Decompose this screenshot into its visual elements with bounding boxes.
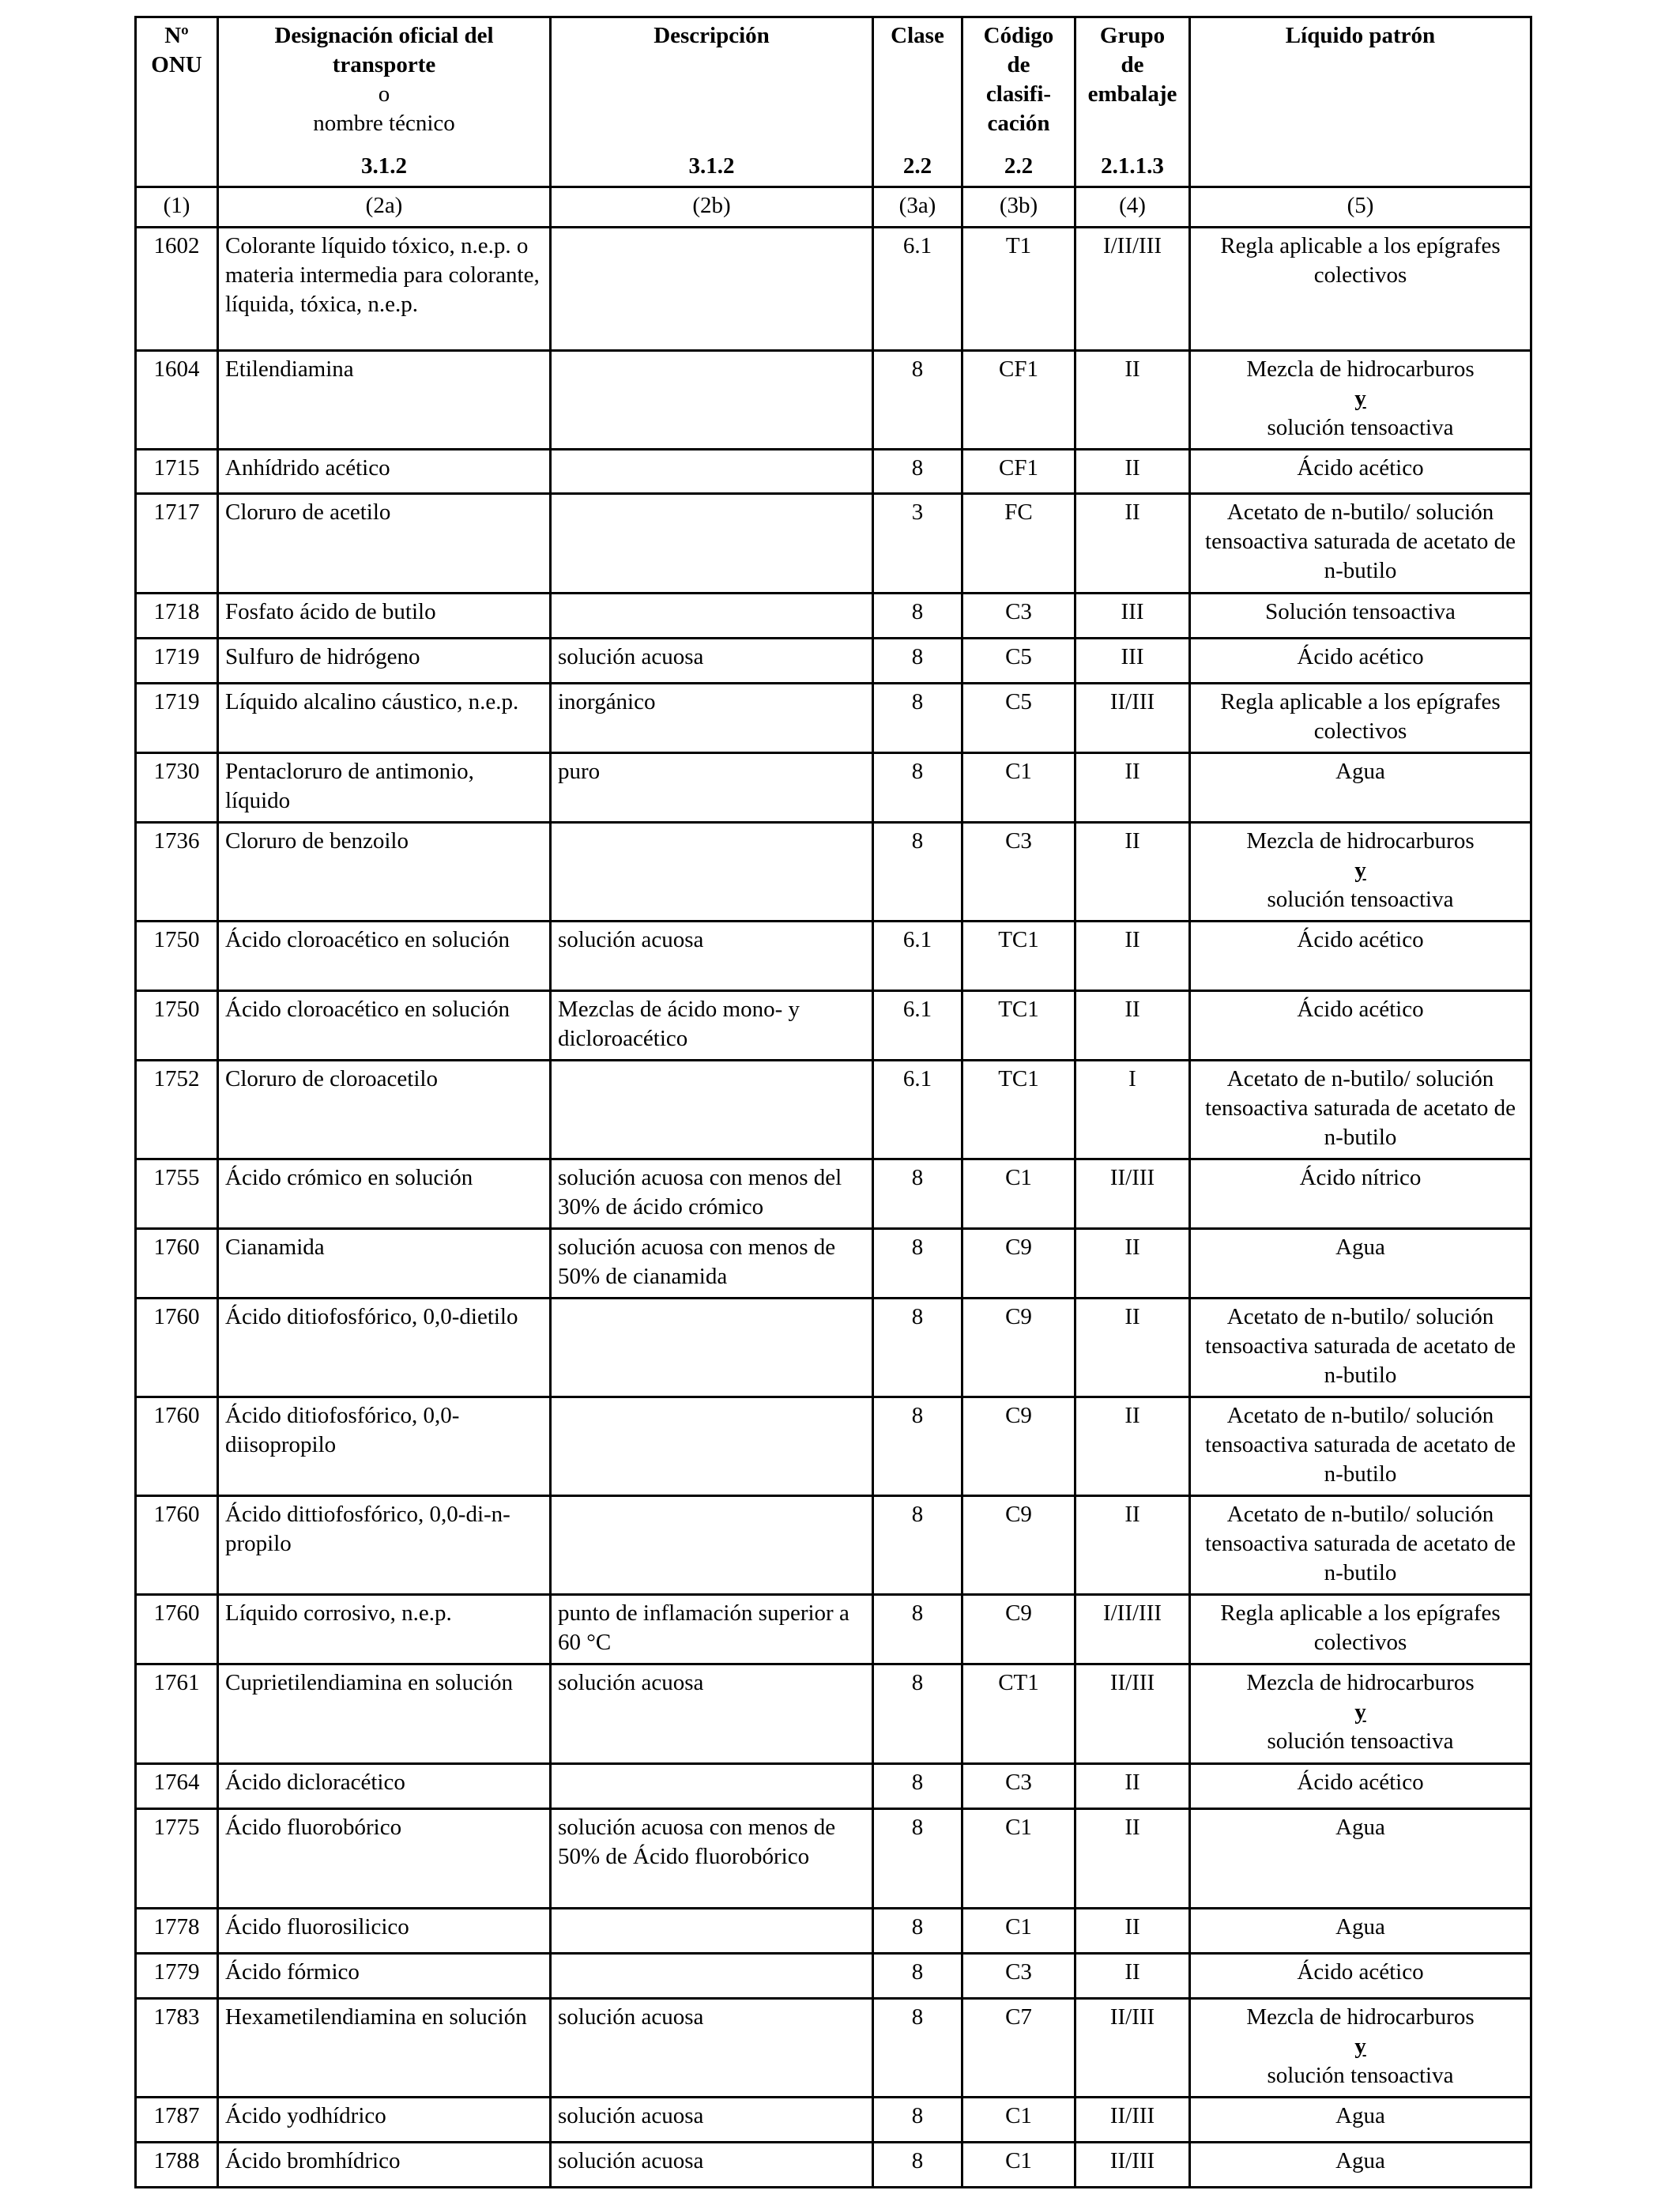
description (551, 594, 873, 639)
standard-liquid-line: Solución tensoactiva (1265, 599, 1456, 624)
standard-liquid-line: solución tensoactiva (1267, 2063, 1454, 2088)
table-row (136, 1496, 1531, 1595)
standard-liquid (1190, 991, 1531, 1061)
class: 8 (873, 1595, 962, 1664)
packing-group: II/III (1075, 2143, 1190, 2188)
onu-number: 1719 (136, 684, 218, 753)
onu-number: 1788 (136, 2143, 218, 2188)
column-number: (4) (1075, 187, 1190, 228)
conjunction-text: y (1354, 1699, 1366, 1725)
table-row (136, 1299, 1531, 1397)
shipping-name: Ácido fluorobórico (218, 1809, 551, 1909)
standard-liquid-line: Regla aplicable a los epígrafes colectivos (1220, 1600, 1501, 1655)
table-body (136, 228, 1531, 2188)
description: solución acuosa con menos del 30% de ácido crómico (551, 1159, 873, 1229)
header-codigo: Código de clasifi- cación 2.2 (962, 17, 1075, 187)
onu-number: 1760 (136, 1496, 218, 1595)
onu-number: 1719 (136, 639, 218, 684)
standard-liquid (1190, 684, 1531, 753)
standard-liquid (1190, 228, 1531, 351)
standard-liquid-line: solución tensoactiva (1267, 887, 1454, 912)
shipping-name: Ácido fórmico (218, 1954, 551, 1999)
classification-code: C1 (962, 1809, 1075, 1909)
shipping-name: Ácido ditiofosfórico, 0,0-diisopropilo (218, 1397, 551, 1496)
classification-code: CT1 (962, 1664, 1075, 1764)
class: 8 (873, 351, 962, 450)
standard-liquid (1190, 1061, 1531, 1159)
description (551, 351, 873, 450)
table-row (136, 1159, 1531, 1229)
standard-liquid (1190, 1954, 1531, 1999)
standard-liquid (1190, 2143, 1531, 2188)
onu-number: 1778 (136, 1909, 218, 1954)
standard-liquid-line: Ácido acético (1297, 997, 1424, 1022)
standard-liquid (1190, 494, 1531, 594)
standard-liquid (1190, 1397, 1531, 1496)
packing-group: II (1075, 1496, 1190, 1595)
standard-liquid (1190, 1496, 1531, 1595)
description (551, 1909, 873, 1954)
header-descripcion: Descripción 3.1.2 (551, 17, 873, 187)
table-row (136, 684, 1531, 753)
classification-code: CF1 (962, 351, 1075, 450)
description: solución acuosa (551, 2098, 873, 2143)
table-row (136, 1664, 1531, 1764)
onu-number: 1715 (136, 450, 218, 494)
standard-liquid-line: Ácido acético (1297, 455, 1424, 481)
standard-liquid (1190, 594, 1531, 639)
standard-liquid (1190, 753, 1531, 823)
packing-group: II (1075, 351, 1190, 450)
class: 8 (873, 1397, 962, 1496)
onu-number: 1718 (136, 594, 218, 639)
description: solución acuosa (551, 639, 873, 684)
standard-liquid-line: Acetato de n-butilo/ solución tensoactiva saturada de acetato de n-butilo (1205, 1502, 1516, 1585)
shipping-name: Ácido yodhídrico (218, 2098, 551, 2143)
description (551, 1397, 873, 1496)
table-row (136, 228, 1531, 351)
packing-group: II (1075, 1229, 1190, 1299)
liquids-table (134, 16, 1532, 2188)
classification-code: C3 (962, 594, 1075, 639)
conjunction-text: y (1354, 2034, 1366, 2059)
class: 8 (873, 1764, 962, 1809)
classification-code: C1 (962, 1909, 1075, 1954)
description: inorgánico (551, 684, 873, 753)
onu-number: 1736 (136, 823, 218, 922)
column-number: (3a) (873, 187, 962, 228)
column-number: (3b) (962, 187, 1075, 228)
shipping-name: Sulfuro de hidrógeno (218, 639, 551, 684)
standard-liquid-line: Agua (1335, 1815, 1385, 1840)
standard-liquid (1190, 1595, 1531, 1664)
description: solución acuosa (551, 2143, 873, 2188)
shipping-name: Ácido fluorosilicico (218, 1909, 551, 1954)
onu-number: 1755 (136, 1159, 218, 1229)
table-row (136, 2143, 1531, 2188)
packing-group: II (1075, 1954, 1190, 1999)
class: 6.1 (873, 991, 962, 1061)
description (551, 494, 873, 594)
table-row (136, 450, 1531, 494)
description: solución acuosa (551, 1999, 873, 2098)
onu-number: 1717 (136, 494, 218, 594)
standard-liquid-line: Acetato de n-butilo/ solución tensoactiva saturada de acetato de n-butilo (1205, 1066, 1516, 1150)
standard-liquid-line: Mezcla de hidrocarburos (1246, 1670, 1475, 1695)
class: 8 (873, 1909, 962, 1954)
packing-group: II/III (1075, 1664, 1190, 1764)
shipping-name: Hexametilendiamina en solución (218, 1999, 551, 2098)
description (551, 1954, 873, 1999)
standard-liquid (1190, 1664, 1531, 1764)
standard-liquid (1190, 823, 1531, 922)
table-row (136, 1954, 1531, 1999)
table-row (136, 351, 1531, 450)
classification-code: C9 (962, 1595, 1075, 1664)
shipping-name: Ácido bromhídrico (218, 2143, 551, 2188)
standard-liquid-line: Mezcla de hidrocarburos (1246, 2004, 1475, 2030)
onu-number: 1750 (136, 991, 218, 1061)
table-row (136, 1397, 1531, 1496)
class: 8 (873, 1159, 962, 1229)
standard-liquid-line: Agua (1335, 1914, 1385, 1940)
table-row (136, 2098, 1531, 2143)
shipping-name: Ácido cloroacético en solución (218, 922, 551, 991)
onu-number: 1760 (136, 1397, 218, 1496)
standard-liquid (1190, 351, 1531, 450)
column-number: (2b) (551, 187, 873, 228)
column-number: (5) (1190, 187, 1531, 228)
table-row (136, 1764, 1531, 1809)
packing-group: I/II/III (1075, 1595, 1190, 1664)
class: 8 (873, 1299, 962, 1397)
packing-group: II (1075, 1397, 1190, 1496)
onu-number: 1750 (136, 922, 218, 991)
standard-liquid-line: solución tensoactiva (1267, 1728, 1454, 1754)
standard-liquid-line: Regla aplicable a los epígrafes colectivos (1220, 689, 1501, 744)
standard-liquid-line: Acetato de n-butilo/ solución tensoactiva saturada de acetato de n-butilo (1205, 1403, 1516, 1487)
standard-liquid-line: Ácido acético (1297, 644, 1424, 669)
class: 8 (873, 2098, 962, 2143)
column-number: (1) (136, 187, 218, 228)
conjunction-text: y (1354, 386, 1366, 411)
onu-number: 1752 (136, 1061, 218, 1159)
classification-code: TC1 (962, 1061, 1075, 1159)
class: 8 (873, 1664, 962, 1764)
shipping-name: Cuprietilendiamina en solución (218, 1664, 551, 1764)
class: 6.1 (873, 1061, 962, 1159)
table-row (136, 1909, 1531, 1954)
standard-liquid-line: Ácido acético (1297, 927, 1424, 952)
class: 8 (873, 1229, 962, 1299)
shipping-name: Ácido cloroacético en solución (218, 991, 551, 1061)
shipping-name: Cloruro de cloroacetilo (218, 1061, 551, 1159)
classification-code: CF1 (962, 450, 1075, 494)
packing-group: II (1075, 753, 1190, 823)
standard-liquid (1190, 1299, 1531, 1397)
standard-liquid-line: Ácido acético (1297, 1959, 1424, 1985)
header-clase: Clase 2.2 (873, 17, 962, 187)
class: 8 (873, 1954, 962, 1999)
shipping-name: Anhídrido acético (218, 450, 551, 494)
onu-number: 1730 (136, 753, 218, 823)
standard-liquid (1190, 1999, 1531, 2098)
standard-liquid (1190, 1159, 1531, 1229)
table-row (136, 991, 1531, 1061)
description (551, 1299, 873, 1397)
shipping-name: Colorante líquido tóxico, n.e.p. o materia intermedia para colorante, líquida, tóxica, n.e.p. (218, 228, 551, 351)
classification-code: C7 (962, 1999, 1075, 2098)
onu-number: 1779 (136, 1954, 218, 1999)
class: 8 (873, 450, 962, 494)
classification-code: C3 (962, 1954, 1075, 1999)
packing-group: II (1075, 991, 1190, 1061)
class: 8 (873, 1809, 962, 1909)
onu-number: 1760 (136, 1595, 218, 1664)
description (551, 1496, 873, 1595)
shipping-name: Cloruro de acetilo (218, 494, 551, 594)
table-row (136, 494, 1531, 594)
conjunction-text: y (1354, 858, 1366, 883)
classification-code: C9 (962, 1229, 1075, 1299)
onu-number: 1787 (136, 2098, 218, 2143)
shipping-name: Ácido dicloracético (218, 1764, 551, 1809)
description: puro (551, 753, 873, 823)
shipping-name: Fosfato ácido de butilo (218, 594, 551, 639)
standard-liquid-line: Acetato de n-butilo/ solución tensoactiva saturada de acetato de n-butilo (1205, 499, 1516, 583)
onu-number: 1783 (136, 1999, 218, 2098)
description (551, 823, 873, 922)
class: 6.1 (873, 228, 962, 351)
class: 8 (873, 639, 962, 684)
classification-code: TC1 (962, 991, 1075, 1061)
classification-code: C5 (962, 684, 1075, 753)
shipping-name: Etilendiamina (218, 351, 551, 450)
standard-liquid-line: Regla aplicable a los epígrafes colectivos (1220, 233, 1501, 288)
packing-group: I (1075, 1061, 1190, 1159)
table-row (136, 1595, 1531, 1664)
header-grupo: Grupo de embalaje 2.1.1.3 (1075, 17, 1190, 187)
classification-code: C3 (962, 1764, 1075, 1809)
description: solución acuosa con menos de 50% de Ácido fluorobórico (551, 1809, 873, 1909)
table-row (136, 639, 1531, 684)
packing-group: II (1075, 922, 1190, 991)
description: solución acuosa (551, 922, 873, 991)
standard-liquid (1190, 1809, 1531, 1909)
packing-group: II/III (1075, 684, 1190, 753)
table-row (136, 922, 1531, 991)
shipping-name: Ácido ditiofosfórico, 0,0-dietilo (218, 1299, 551, 1397)
shipping-name: Líquido corrosivo, n.e.p. (218, 1595, 551, 1664)
table-row (136, 594, 1531, 639)
standard-liquid-line: Agua (1335, 759, 1385, 784)
header-onu: Nº ONU (136, 17, 218, 187)
packing-group: II (1075, 1809, 1190, 1909)
description: Mezclas de ácido mono- y dicloroacético (551, 991, 873, 1061)
column-number-row (136, 187, 1531, 228)
description: punto de inflamación superior a 60 °C (551, 1595, 873, 1664)
packing-group: II (1075, 494, 1190, 594)
packing-group: II/III (1075, 1159, 1190, 1229)
table-row (136, 753, 1531, 823)
packing-group: II (1075, 450, 1190, 494)
standard-liquid-line: Ácido nítrico (1299, 1165, 1422, 1190)
description: solución acuosa con menos de 50% de cianamida (551, 1229, 873, 1299)
classification-code: C1 (962, 753, 1075, 823)
class: 8 (873, 823, 962, 922)
onu-number: 1775 (136, 1809, 218, 1909)
classification-code: C3 (962, 823, 1075, 922)
classification-code: C9 (962, 1299, 1075, 1397)
standard-liquid (1190, 2098, 1531, 2143)
onu-number: 1761 (136, 1664, 218, 1764)
classification-code: C9 (962, 1397, 1075, 1496)
packing-group: III (1075, 639, 1190, 684)
packing-group: II (1075, 823, 1190, 922)
classification-code: C9 (962, 1496, 1075, 1595)
onu-number: 1760 (136, 1229, 218, 1299)
packing-group: II (1075, 1764, 1190, 1809)
packing-group: I/II/III (1075, 228, 1190, 351)
table-row (136, 1999, 1531, 2098)
packing-group: II (1075, 1909, 1190, 1954)
class: 6.1 (873, 922, 962, 991)
class: 8 (873, 1999, 962, 2098)
class: 8 (873, 594, 962, 639)
classification-code: FC (962, 494, 1075, 594)
table-row (136, 823, 1531, 922)
shipping-name: Pentacloruro de antimonio, líquido (218, 753, 551, 823)
onu-number: 1764 (136, 1764, 218, 1809)
onu-number: 1604 (136, 351, 218, 450)
packing-group: III (1075, 594, 1190, 639)
onu-number: 1602 (136, 228, 218, 351)
classification-code: T1 (962, 228, 1075, 351)
description (551, 228, 873, 351)
header-row (136, 17, 1531, 187)
table-row (136, 1229, 1531, 1299)
shipping-name: Ácido crómico en solución (218, 1159, 551, 1229)
shipping-name: Cianamida (218, 1229, 551, 1299)
description (551, 1764, 873, 1809)
standard-liquid (1190, 1229, 1531, 1299)
standard-liquid (1190, 450, 1531, 494)
class: 8 (873, 684, 962, 753)
classification-code: C1 (962, 2143, 1075, 2188)
description (551, 450, 873, 494)
class: 8 (873, 753, 962, 823)
description: solución acuosa (551, 1664, 873, 1764)
table-row (136, 1809, 1531, 1909)
class: 8 (873, 1496, 962, 1595)
standard-liquid (1190, 639, 1531, 684)
standard-liquid-line: Mezcla de hidrocarburos (1246, 356, 1475, 382)
standard-liquid (1190, 1764, 1531, 1809)
standard-liquid-line: Mezcla de hidrocarburos (1246, 828, 1475, 854)
description (551, 1061, 873, 1159)
standard-liquid-line: solución tensoactiva (1267, 415, 1454, 440)
standard-liquid-line: Agua (1335, 2103, 1385, 2128)
table-row (136, 1061, 1531, 1159)
standard-liquid-line: Acetato de n-butilo/ solución tensoactiva saturada de acetato de n-butilo (1205, 1304, 1516, 1388)
standard-liquid-line: Agua (1335, 1235, 1385, 1260)
class: 8 (873, 2143, 962, 2188)
shipping-name: Ácido dittiofosfórico, 0,0-di-n-propilo (218, 1496, 551, 1595)
classification-code: C1 (962, 1159, 1075, 1229)
standard-liquid (1190, 1909, 1531, 1954)
classification-code: TC1 (962, 922, 1075, 991)
packing-group: II (1075, 1299, 1190, 1397)
classification-code: C5 (962, 639, 1075, 684)
onu-number: 1760 (136, 1299, 218, 1397)
standard-liquid-line: Agua (1335, 2148, 1385, 2173)
column-number: (2a) (218, 187, 551, 228)
shipping-name: Cloruro de benzoilo (218, 823, 551, 922)
class: 3 (873, 494, 962, 594)
standard-liquid (1190, 922, 1531, 991)
header-liquido: Líquido patrón (1190, 17, 1531, 187)
packing-group: II/III (1075, 1999, 1190, 2098)
packing-group: II/III (1075, 2098, 1190, 2143)
header-designacion: Designación oficial del transporte o nombre técnico 3.1.2 (218, 17, 551, 187)
classification-code: C1 (962, 2098, 1075, 2143)
shipping-name: Líquido alcalino cáustico, n.e.p. (218, 684, 551, 753)
standard-liquid-line: Ácido acético (1297, 1770, 1424, 1795)
